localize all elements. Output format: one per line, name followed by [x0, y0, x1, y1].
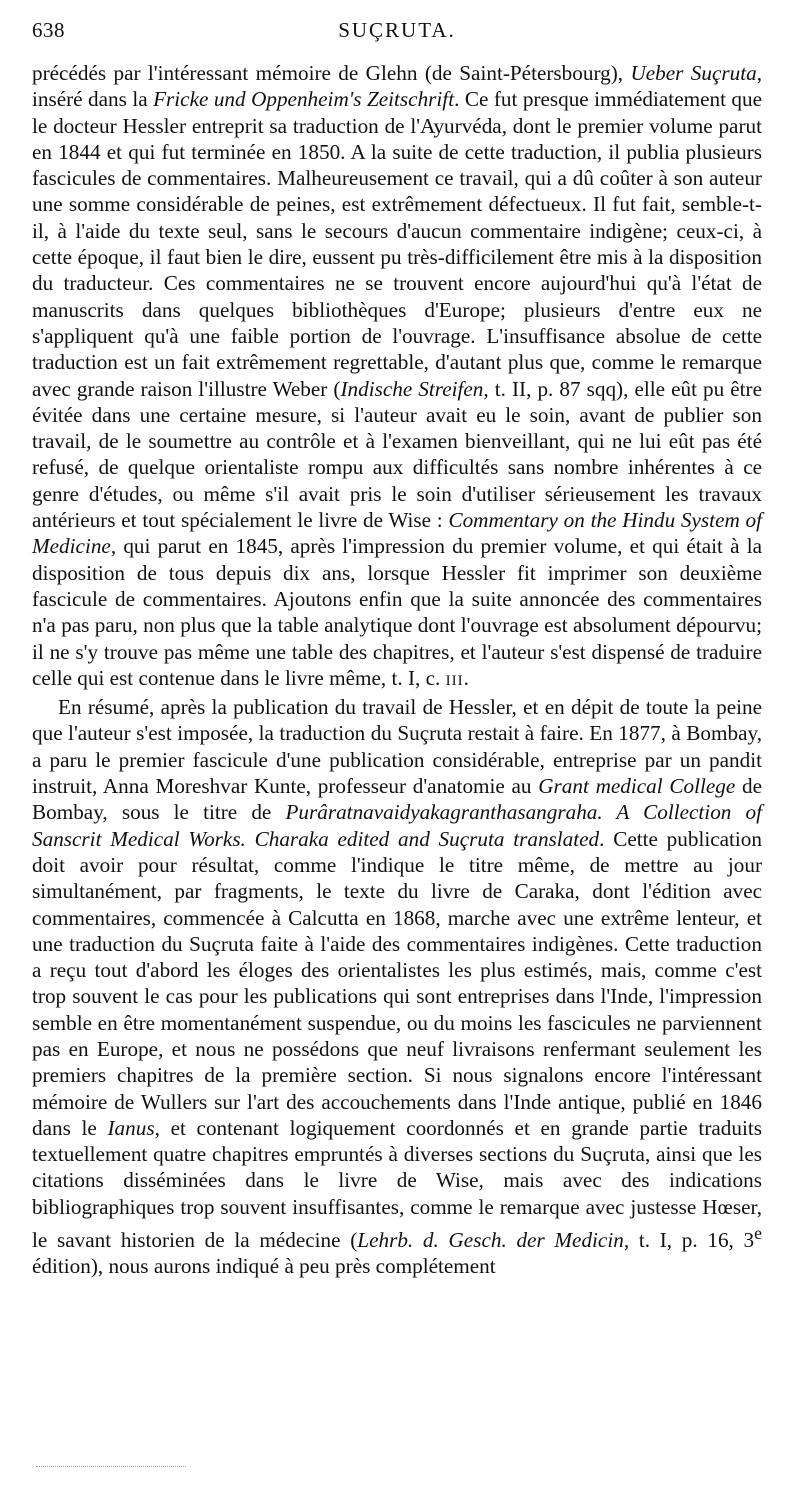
- text-run: , inséré dans la: [32, 61, 762, 112]
- text-run: . Ce fut presque immédiatement que le docteur Hessler entreprit sa traduction de l'Ayurvéda, dont le premier volume parut en 1844 et qui fut terminée en 1850. A la suite de cette traduction, il publia plusieurs fascicules de commentaires. Malheureusement ce travail, qui a dû coûter à son auteur une somme considérable de peines, est extrêmement défectueux. Il fut fait, semble-t-il, à l'aide du texte seul, sans le secours d'aucun commentaire indigène; ceux-ci, à cette époque, il faut bien le dire, eussent pu très-difficilement être mis à la disposition du traducteur. Ces commentaires ne se trouvent encore aujourd'hui qu'à l'état de manuscrits dans quelques bibliothèques d'Europe; plusieurs d'entre eux ne s'appliquent qu'à une faible portion de l'ouvrage. L'insuffisance absolue de cette traduction est un fait extrêmement regrettable, d'autant plus que, comme le remarque avec grande raison l'illustre Weber (: [32, 87, 763, 401]
- italic-title: Indische Streifen: [340, 376, 484, 401]
- paragraph-2: [32, 694, 762, 1280]
- paragraph-1: [32, 60, 762, 694]
- text-run: précédés par l'intéressant mémoire de Glehn (de Saint-Pétersbourg),: [32, 61, 631, 85]
- small-caps-numeral: III: [445, 672, 464, 689]
- italic-title: Commentary on the Hindu System of Medicine: [32, 508, 762, 559]
- superscript: e: [754, 1223, 762, 1244]
- text-run: , qui parut en 1845, après l'impression du premier volume, et qui était à la disposition de tous depuis dix ans, lorsque Hessler fit imprimer son deuxième fascicule de commentaires. Ajoutons enfin que la suite annoncée des commentaires n'a pas paru, non plus que la table analytique dont l'ouvrage est absolument dépourvu; il ne s'y trouve pas même une table des chapitres, et l'auteur s'est dispensé de traduire celle qui est contenue dans le livre même, t. I, c.: [32, 534, 762, 690]
- italic-title: Grant medical College: [538, 774, 736, 799]
- text-run: de Bombay, sous le titre de: [32, 774, 762, 825]
- text-run: .: [463, 665, 469, 690]
- text-run: édition), nous aurons indiqué à peu près complétement: [32, 1254, 496, 1279]
- body-text: [32, 60, 762, 1280]
- text-run: , t. I, p. 16, 3: [623, 1228, 755, 1253]
- running-title: SUÇRUTA.: [338, 18, 456, 42]
- page-number: 638: [32, 18, 65, 42]
- italic-title: Fricke und Oppenheim's Zeitschrift: [153, 87, 455, 112]
- footer-rule: [36, 1466, 186, 1467]
- italic-title: Ueber Suçruta: [630, 61, 757, 85]
- page-header: [32, 18, 762, 52]
- italic-title: Lehrb. d. Gesch. der Medicin: [357, 1228, 624, 1253]
- text-run: , et contenant logiquement coordonnés et en grande partie traduits textuellement quatre chapitres empruntés à diverses sections du Suçruta, ainsi que les citations disséminées dans le livre de Wise, mais avec des indications bibliographiques trop souvent insuffisantes, comme le remarque avec justesse Hœser, le savant historien de la médecine (: [32, 1115, 762, 1253]
- text-run: En résumé, après la publication du travail de Hessler, et en dépit de toute la peine que l'auteur s'est imposée, la traduction du Suçruta restait à faire. En 1877, à Bombay, a paru le premier fascicule d'une publication considérable, entreprise par un pandit instruit, Anna Moreshvar Kunte, professeur d'anatomie au: [32, 695, 762, 799]
- italic-title: Purâratnavaidyakagranthasangraha. A Collection of Sanscrit Medical Works. Charaka edited and Suçruta translated: [32, 800, 762, 851]
- italic-title: Ianus: [107, 1115, 155, 1140]
- text-run: , t. II, p. 87 sqq), elle eût pu être évitée dans une certaine mesure, si l'auteur avait eu le soin, avant de publier son travail, de le soumettre au contrôle et à l'examen bienveillant, qui ne lui eût pas été refusé, de quelque orientaliste rompu aux difficultés sans nombre inhérentes à ce genre d'études, ou même s'il avait pris le soin d'utiliser sérieusement les travaux antérieurs et tout spécialement le livre de Wise :: [32, 376, 762, 533]
- text-run: . Cette publication doit avoir pour résultat, comme l'indique le titre même, de mettre au jour simultanément, par fragments, le texte du livre de Caraka, dont l'édition avec commentaires, commencée à Calcutta en 1868, marche avec une extrême lenteur, et une traduction du Suçruta faite à l'aide des commentaires indigènes. Cette traduction a reçu tout d'abord les éloges des orientalistes les plus estimés, mais, comme c'est trop souvent le cas pour les publications qui sont entreprises dans l'Inde, l'impression semble en être momentanément suspendue, ou du moins les fascicules ne parviennent pas en Europe, et nous ne possédons que neuf livraisons renfermant seulement les premiers chapitres de la première section. Si nous signalons encore l'intéressant mémoire de Wullers sur l'art des accouchements dans l'Inde antique, publié en 1846 dans le: [32, 826, 762, 1140]
